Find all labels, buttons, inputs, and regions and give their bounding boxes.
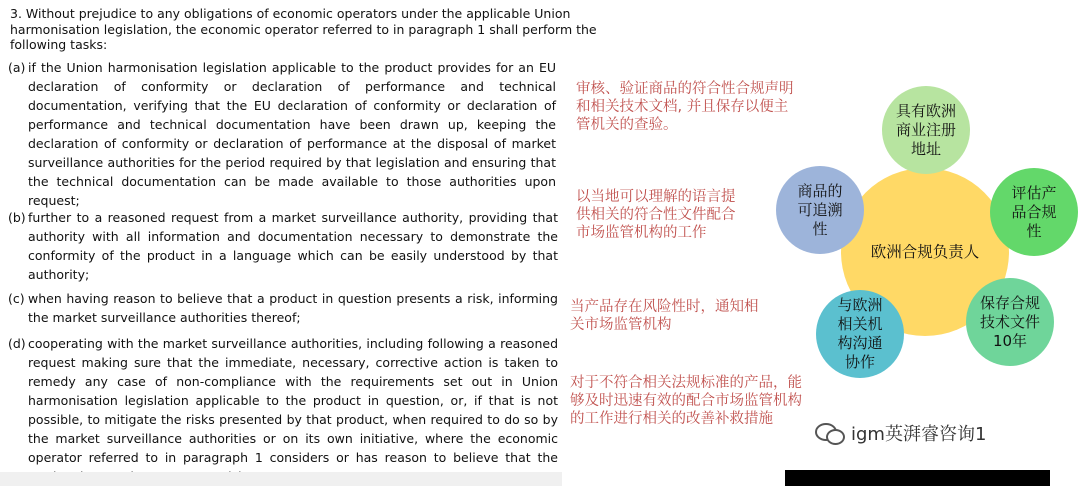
item-d-label: (d)	[8, 336, 26, 351]
item-b	[8, 208, 558, 286]
item-c-text: when having reason to believe that a product in question presents a risk, informing the market surveillance authorities thereof;	[28, 291, 558, 325]
watermark	[815, 420, 986, 446]
right-label: 评估产品合规性	[1011, 183, 1057, 240]
item-a-label: (a)	[8, 60, 26, 75]
wechat-icon	[815, 421, 845, 445]
bottom-left-label: 与欧洲相关机构沟通协作	[837, 296, 883, 371]
note-a: 审核、验证商品的符合性合规声明和相关技术文档, 并且保存以便主管机关的查验。	[576, 81, 794, 133]
top-circle	[882, 86, 970, 174]
note-d: 对于不符合相关法规标准的产品，能够及时迅速有效的配合市场监管机构的工作进行相关的改善补救措施	[570, 375, 802, 427]
bottom-right-label: 保存合规技术文件10年	[980, 293, 1041, 350]
item-a	[8, 58, 556, 208]
item-b-text: further to a reasoned request from a market surveillance authority, providing that authority with all information and documentation necessary to demonstrate the conformity of the product in a language which can be easily understood by that authority;	[28, 210, 558, 282]
bottom-band	[0, 472, 562, 486]
left-label: 商品的可追溯性	[797, 181, 843, 238]
item-c-label: (c)	[8, 291, 25, 306]
note-c: 当产品存在风险性时，通知相关市场监管机构	[570, 299, 759, 333]
note-b: 以当地可以理解的语言提供相关的符合性文件配合市场监管机构的工作	[576, 189, 736, 241]
bottom-right-circle	[966, 278, 1054, 366]
top-label: 具有欧洲商业注册地址	[895, 101, 956, 158]
left-circle	[776, 166, 864, 254]
item-a-text: if the Union harmonisation legislation applicable to the product provides for an EU declaration of conformity or declaration of performance and technical documentation, verifying that the EU declaration of conformity or declaration of performance and technical documentation have been drawn up, keeping the declaration of conformity or declaration of performance at the disposal of market surveillance authorities for the period required by that legislation and ensuring that the technical documentation can be made available to those authorities upon request;	[28, 60, 556, 208]
watermark-text: igm英湃睿咨询1	[851, 424, 987, 445]
item-c	[8, 289, 558, 329]
bottom-left-circle	[816, 290, 904, 378]
item-d	[8, 334, 558, 474]
right-circle	[990, 168, 1078, 256]
item-d-text: cooperating with the market surveillance authorities, including following a reasoned request making sure that the immediate, necessary, corrective action is taken to remedy any case of non-compliance with the requirements set out in Union harmonisation legislation applicable to the product in question, or, if that is not possible, to mitigate the risks presented by that product, when required to do so by the market surveillance authorities or on its own initiative, where the economic operator referred to in paragraph 1 considers or has reason to believe that the	[28, 336, 558, 465]
intro-paragraph: 3. Without prejudice to any obligations of economic operators under the applicable Union harmonisation legislation, the economic operator referred to in paragraph 1 shall perform the following tasks:	[10, 6, 597, 52]
center-label: 欧洲合规负责人	[870, 242, 980, 261]
item-b-label: (b)	[8, 210, 26, 225]
responsibility-diagram	[760, 80, 1080, 380]
black-bar	[785, 470, 1050, 486]
